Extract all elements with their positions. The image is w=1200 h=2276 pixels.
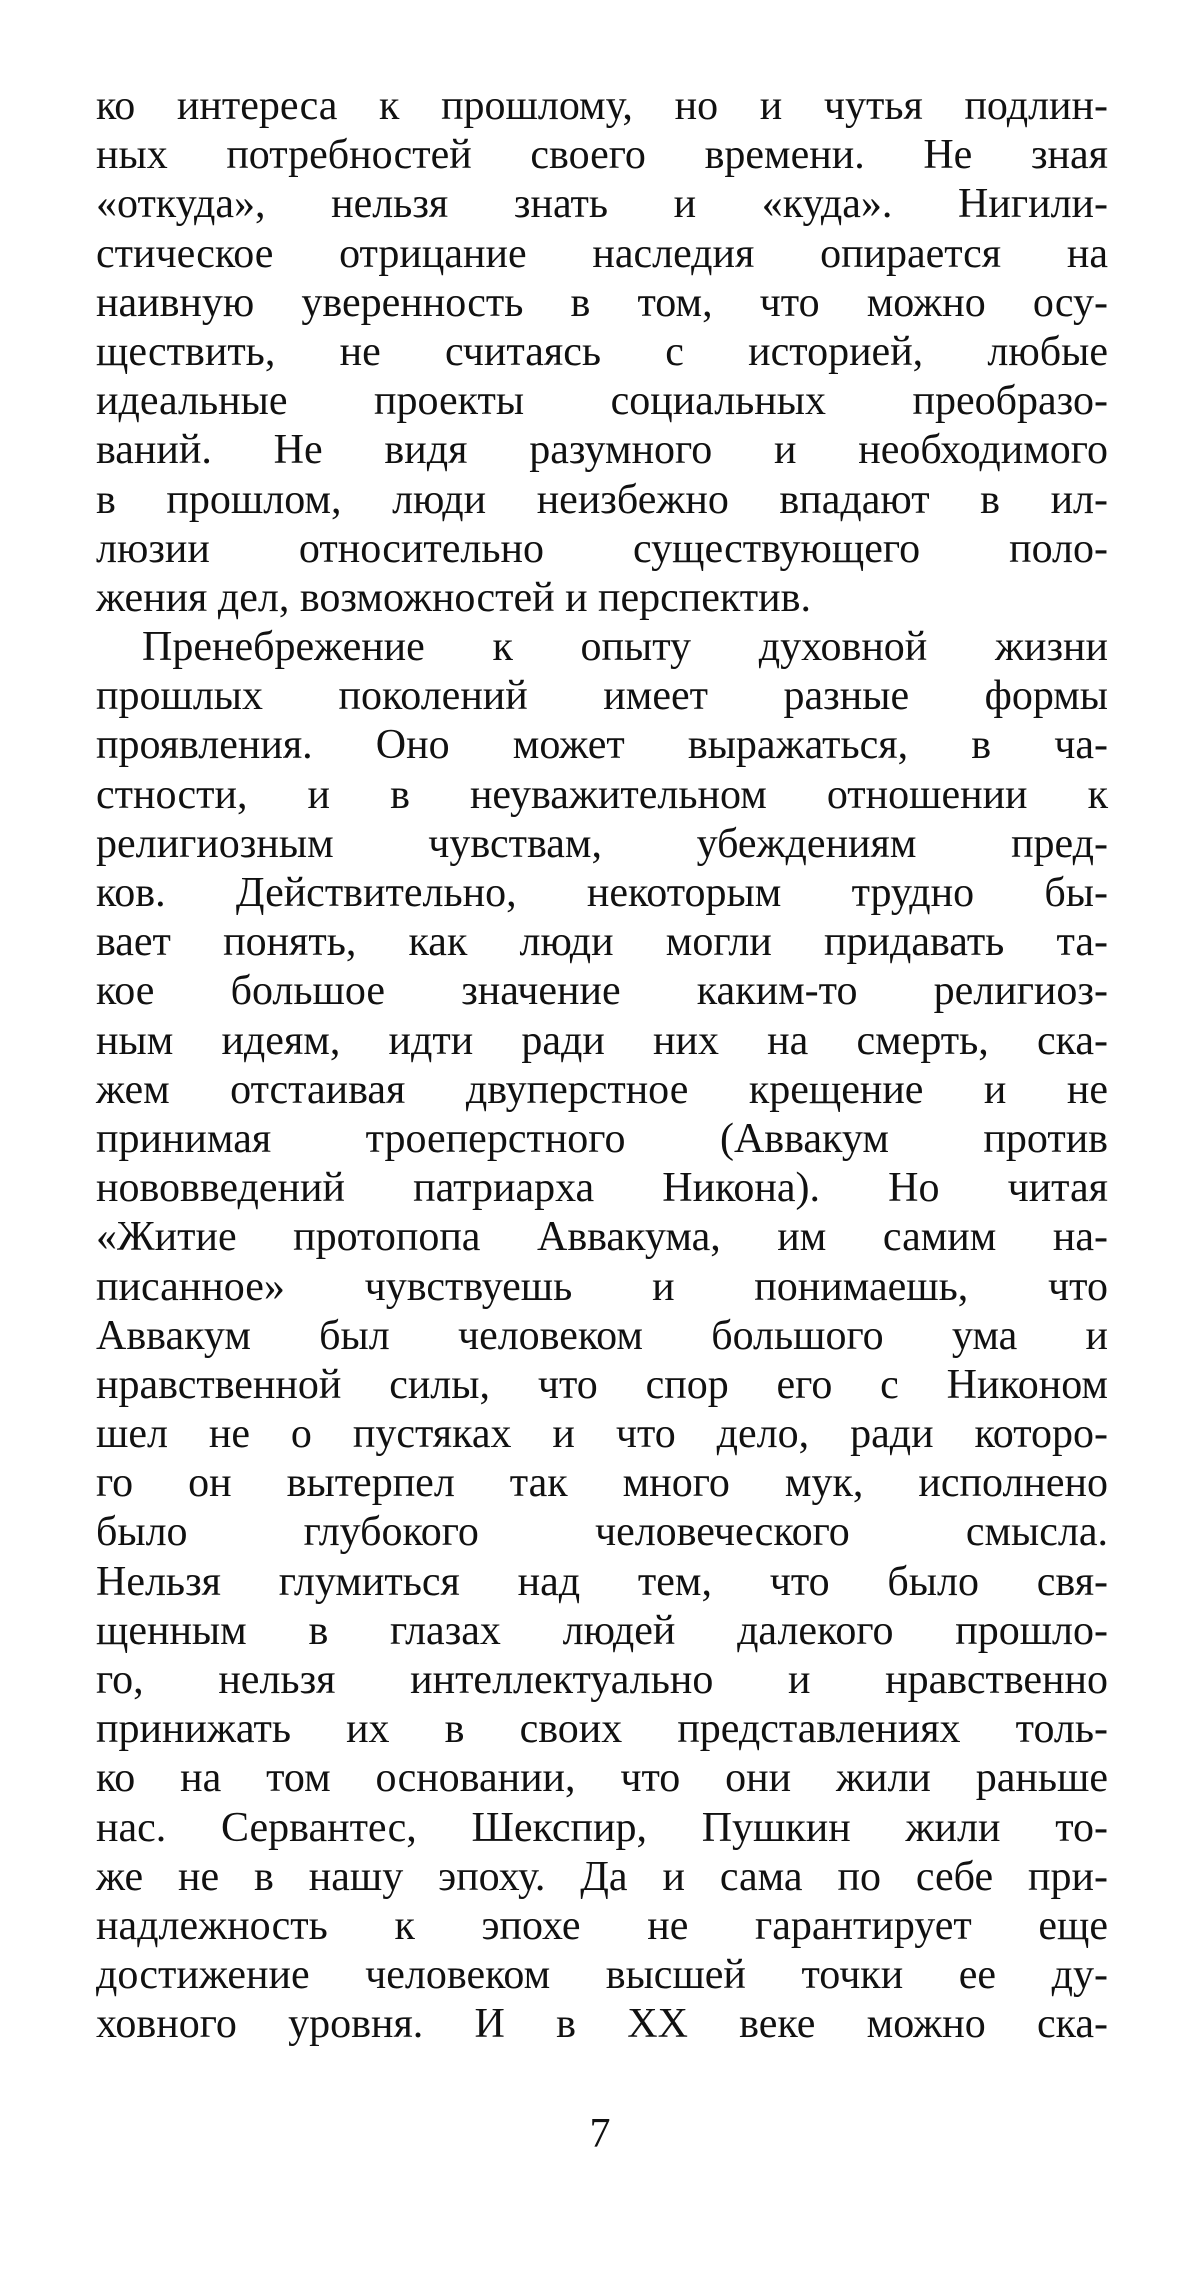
text-line: ным идеям, идти ради них на смерть, ска- — [96, 1017, 1108, 1064]
text-line: Аввакум был человеком большого ума и — [96, 1312, 1108, 1359]
text-line: ков. Действительно, некоторым трудно бы- — [96, 870, 1108, 916]
text-line: в прошлом, люди неизбежно впадают в ил- — [96, 476, 1108, 523]
paragraph-1 — [96, 82, 1108, 623]
text-line: стическое отрицание наследия опирается на — [96, 230, 1108, 277]
text-line: надлежность к эпохе не гарантирует еще — [96, 1902, 1108, 1949]
body-text — [96, 82, 1108, 2050]
text-line: принижать их в своих представлениях толь- — [96, 1706, 1108, 1753]
text-line: щенным в глазах людей далекого прошло- — [96, 1607, 1108, 1654]
text-line: «Житие протопопа Аввакума, им самим на- — [96, 1214, 1108, 1261]
text-line: люзии относительно существующего поло- — [96, 525, 1108, 572]
text-line: шел не о пустяках и что дело, ради которо- — [96, 1411, 1108, 1458]
text-line: ко на том основании, что они жили раньше — [96, 1755, 1108, 1802]
text-line: го он вытерпел так много мук, исполнено — [96, 1460, 1108, 1507]
text-line: кое большое значение каким-то религиоз- — [96, 968, 1108, 1015]
text-line: го, нельзя интеллектуально и нравственно — [96, 1657, 1108, 1703]
text-line: Нельзя глумиться над тем, что было свя- — [96, 1558, 1108, 1605]
text-line: религиозным чувствам, убеждениям пред- — [96, 820, 1108, 867]
text-line: принимая троеперстного (Аввакум против — [96, 1115, 1108, 1162]
text-line: ных потребностей своего времени. Не зная — [96, 132, 1108, 179]
text-line: вает понять, как люди могли придавать та- — [96, 919, 1108, 966]
text-line: «откуда», нельзя знать и «куда». Нигили- — [96, 181, 1108, 228]
paragraph-2 — [96, 623, 1108, 2049]
text-line: наивную уверенность в том, что можно осу- — [96, 279, 1108, 326]
text-line: жения дел, возможностей и перспектив. — [96, 574, 811, 621]
text-line: прошлых поколений имеет разные формы — [96, 673, 1108, 720]
text-line: стности, и в неуважительном отношении к — [96, 771, 1108, 818]
text-line: жем отстаивая двуперстное крещение и не — [96, 1066, 1108, 1113]
text-line: нововведений патриарха Никона). Но читая — [96, 1165, 1108, 1212]
text-line: проявления. Оно может выражаться, в ча- — [96, 722, 1108, 769]
text-line: ко интереса к прошлому, но и чутья подлин- — [96, 83, 1108, 129]
text-line: нас. Сервантес, Шекспир, Пушкин жили то- — [96, 1804, 1108, 1851]
text-line: ваний. Не видя разумного и необходимого — [96, 427, 1108, 474]
page-number: 7 — [589, 2111, 611, 2157]
text-line: нравственной силы, что спор его с Никоном — [96, 1361, 1108, 1408]
text-line: идеальные проекты социальных преобразо- — [96, 378, 1108, 425]
text-line: было глубокого человеческого смысла. — [96, 1509, 1108, 1556]
text-line: Пренебрежение к опыту духовной жизни — [142, 624, 1108, 671]
text-line: ществить, не считаясь с историей, любые — [96, 328, 1108, 375]
text-line: писанное» чувствуешь и понимаешь, что — [96, 1263, 1108, 1310]
text-line: ховного уровня. И в XX веке можно ска- — [96, 2001, 1108, 2048]
text-line: достижение человеком высшей точки ее ду- — [96, 1952, 1108, 1999]
text-line: же не в нашу эпоху. Да и сама по себе при- — [96, 1853, 1108, 1900]
